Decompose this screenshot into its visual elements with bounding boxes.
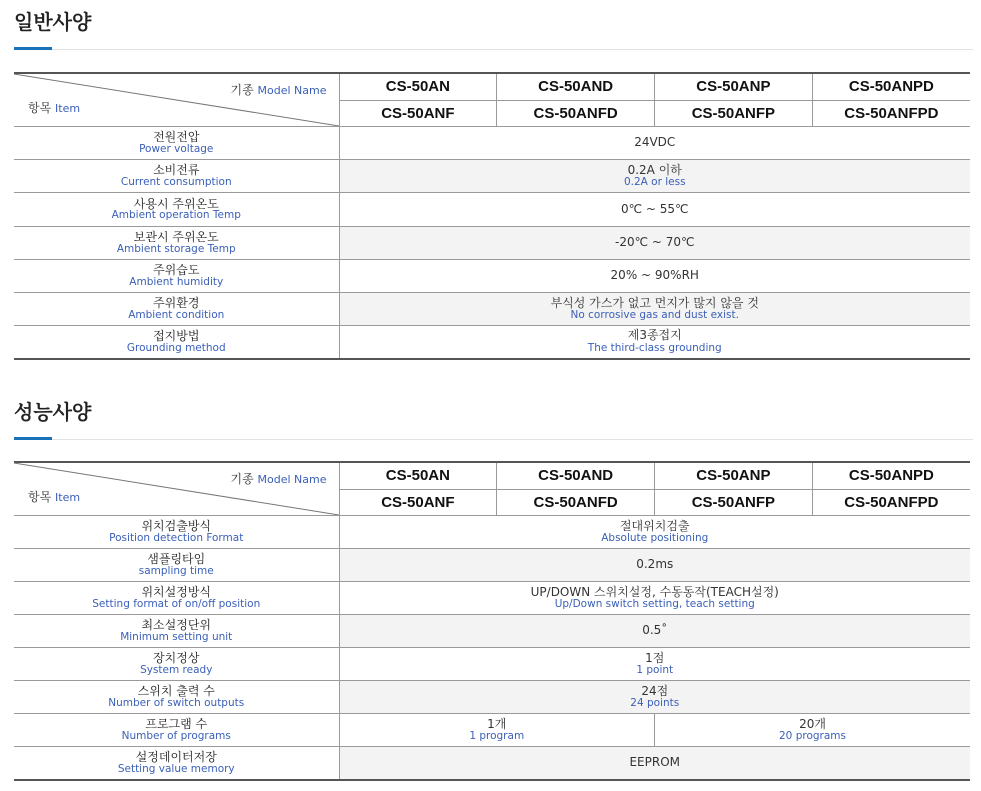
row-label: 전원전압 Power voltage — [14, 127, 339, 160]
table-row — [14, 227, 970, 260]
row-label: 샘플링타임 sampling time — [14, 549, 339, 582]
table-row — [14, 127, 970, 160]
row-value: 0.5˚ — [339, 615, 970, 648]
row-label: 장치정상 System ready — [14, 648, 339, 681]
model-cell: CS-50AND — [497, 462, 655, 489]
row-label: 최소설정단위 Minimum setting unit — [14, 615, 339, 648]
row-label: 위치설정방식 Setting format of on/off position — [14, 582, 339, 615]
row-value: 20% ~ 90%RH — [339, 260, 970, 293]
table-row — [14, 293, 970, 326]
model-cell: CS-50ANFPD — [812, 489, 970, 515]
title-underline — [14, 47, 52, 50]
row-label: 사용시 주위온도 Ambient operation Temp — [14, 193, 339, 227]
table-row — [14, 648, 970, 681]
model-cell: CS-50AN — [339, 73, 497, 100]
table-row — [14, 260, 970, 293]
title-divider — [52, 439, 973, 440]
row-value: 절대위치검출 Absolute positioning — [339, 516, 970, 549]
row-label: 위치검출방식 Position detection Format — [14, 516, 339, 549]
model-cell: CS-50AND — [497, 73, 655, 100]
table-row — [14, 326, 970, 359]
row-value-right: 20개 20 programs — [655, 714, 971, 747]
title-underline — [14, 437, 52, 440]
row-value: 0℃ ~ 55℃ — [339, 193, 970, 227]
row-label: 스위치 출력 수 Number of switch outputs — [14, 681, 339, 714]
row-label: 보관시 주위온도 Ambient storage Temp — [14, 227, 339, 260]
row-label: 프로그램 수 Number of programs — [14, 714, 339, 747]
model-cell: CS-50ANFPD — [812, 100, 970, 126]
row-label: 주위습도 Ambient humidity — [14, 260, 339, 293]
table-row — [14, 582, 970, 615]
row-value: 0.2A 이하 0.2A or less — [339, 160, 970, 193]
general-spec-table — [14, 72, 970, 360]
model-cell: CS-50ANP — [655, 73, 813, 100]
table-row — [14, 160, 970, 193]
model-cell: CS-50ANP — [655, 462, 813, 489]
model-cell: CS-50ANFD — [497, 489, 655, 515]
row-label: 소비전류 Current consumption — [14, 160, 339, 193]
item-label: 항목 Item — [28, 490, 81, 504]
model-cell: CS-50ANF — [339, 489, 497, 515]
row-label: 설정데이터저장 Setting value memory — [14, 747, 339, 780]
row-value: 0.2ms — [339, 549, 970, 582]
row-value: 제3종접지 The third-class grounding — [339, 326, 970, 359]
performance-spec-table — [14, 461, 970, 781]
row-value-left: 1개 1 program — [339, 714, 655, 747]
table-row — [14, 516, 970, 549]
row-value: -20℃ ~ 70℃ — [339, 227, 970, 260]
row-value: 부식성 가스가 없고 먼지가 많지 않을 것 No corrosive gas and dust exist. — [339, 293, 970, 326]
row-label: 접지방법 Grounding method — [14, 326, 339, 359]
model-cell: CS-50ANFP — [655, 100, 813, 126]
model-cell: CS-50ANF — [339, 100, 497, 126]
model-name-label: 기종 Model Name — [230, 83, 327, 97]
header-corner — [14, 73, 339, 127]
model-cell: CS-50ANFD — [497, 100, 655, 126]
model-cell: CS-50ANFP — [655, 489, 813, 515]
model-cell: CS-50AN — [339, 462, 497, 489]
row-value: EEPROM — [339, 747, 970, 780]
row-value: UP/DOWN 스위치설정, 수동동작(TEACH설정) Up/Down switch setting, teach setting — [339, 582, 970, 615]
table-row — [14, 549, 970, 582]
row-value: 24VDC — [339, 127, 970, 160]
model-cell: CS-50ANPD — [812, 462, 970, 489]
table-row — [14, 681, 970, 714]
row-value: 1점 1 point — [339, 648, 970, 681]
row-label: 주위환경 Ambient condition — [14, 293, 339, 326]
model-name-label: 기종 Model Name — [230, 472, 327, 486]
model-cell: CS-50ANPD — [812, 73, 970, 100]
table-row — [14, 193, 970, 227]
section-title-general: 일반사양 — [14, 10, 92, 34]
section-title-performance: 성능사양 — [14, 400, 92, 424]
item-label: 항목 Item — [28, 101, 81, 115]
table-row — [14, 615, 970, 648]
title-divider — [52, 49, 973, 50]
row-value: 24점 24 points — [339, 681, 970, 714]
table-row — [14, 714, 970, 747]
table-row — [14, 747, 970, 780]
header-corner — [14, 462, 339, 516]
